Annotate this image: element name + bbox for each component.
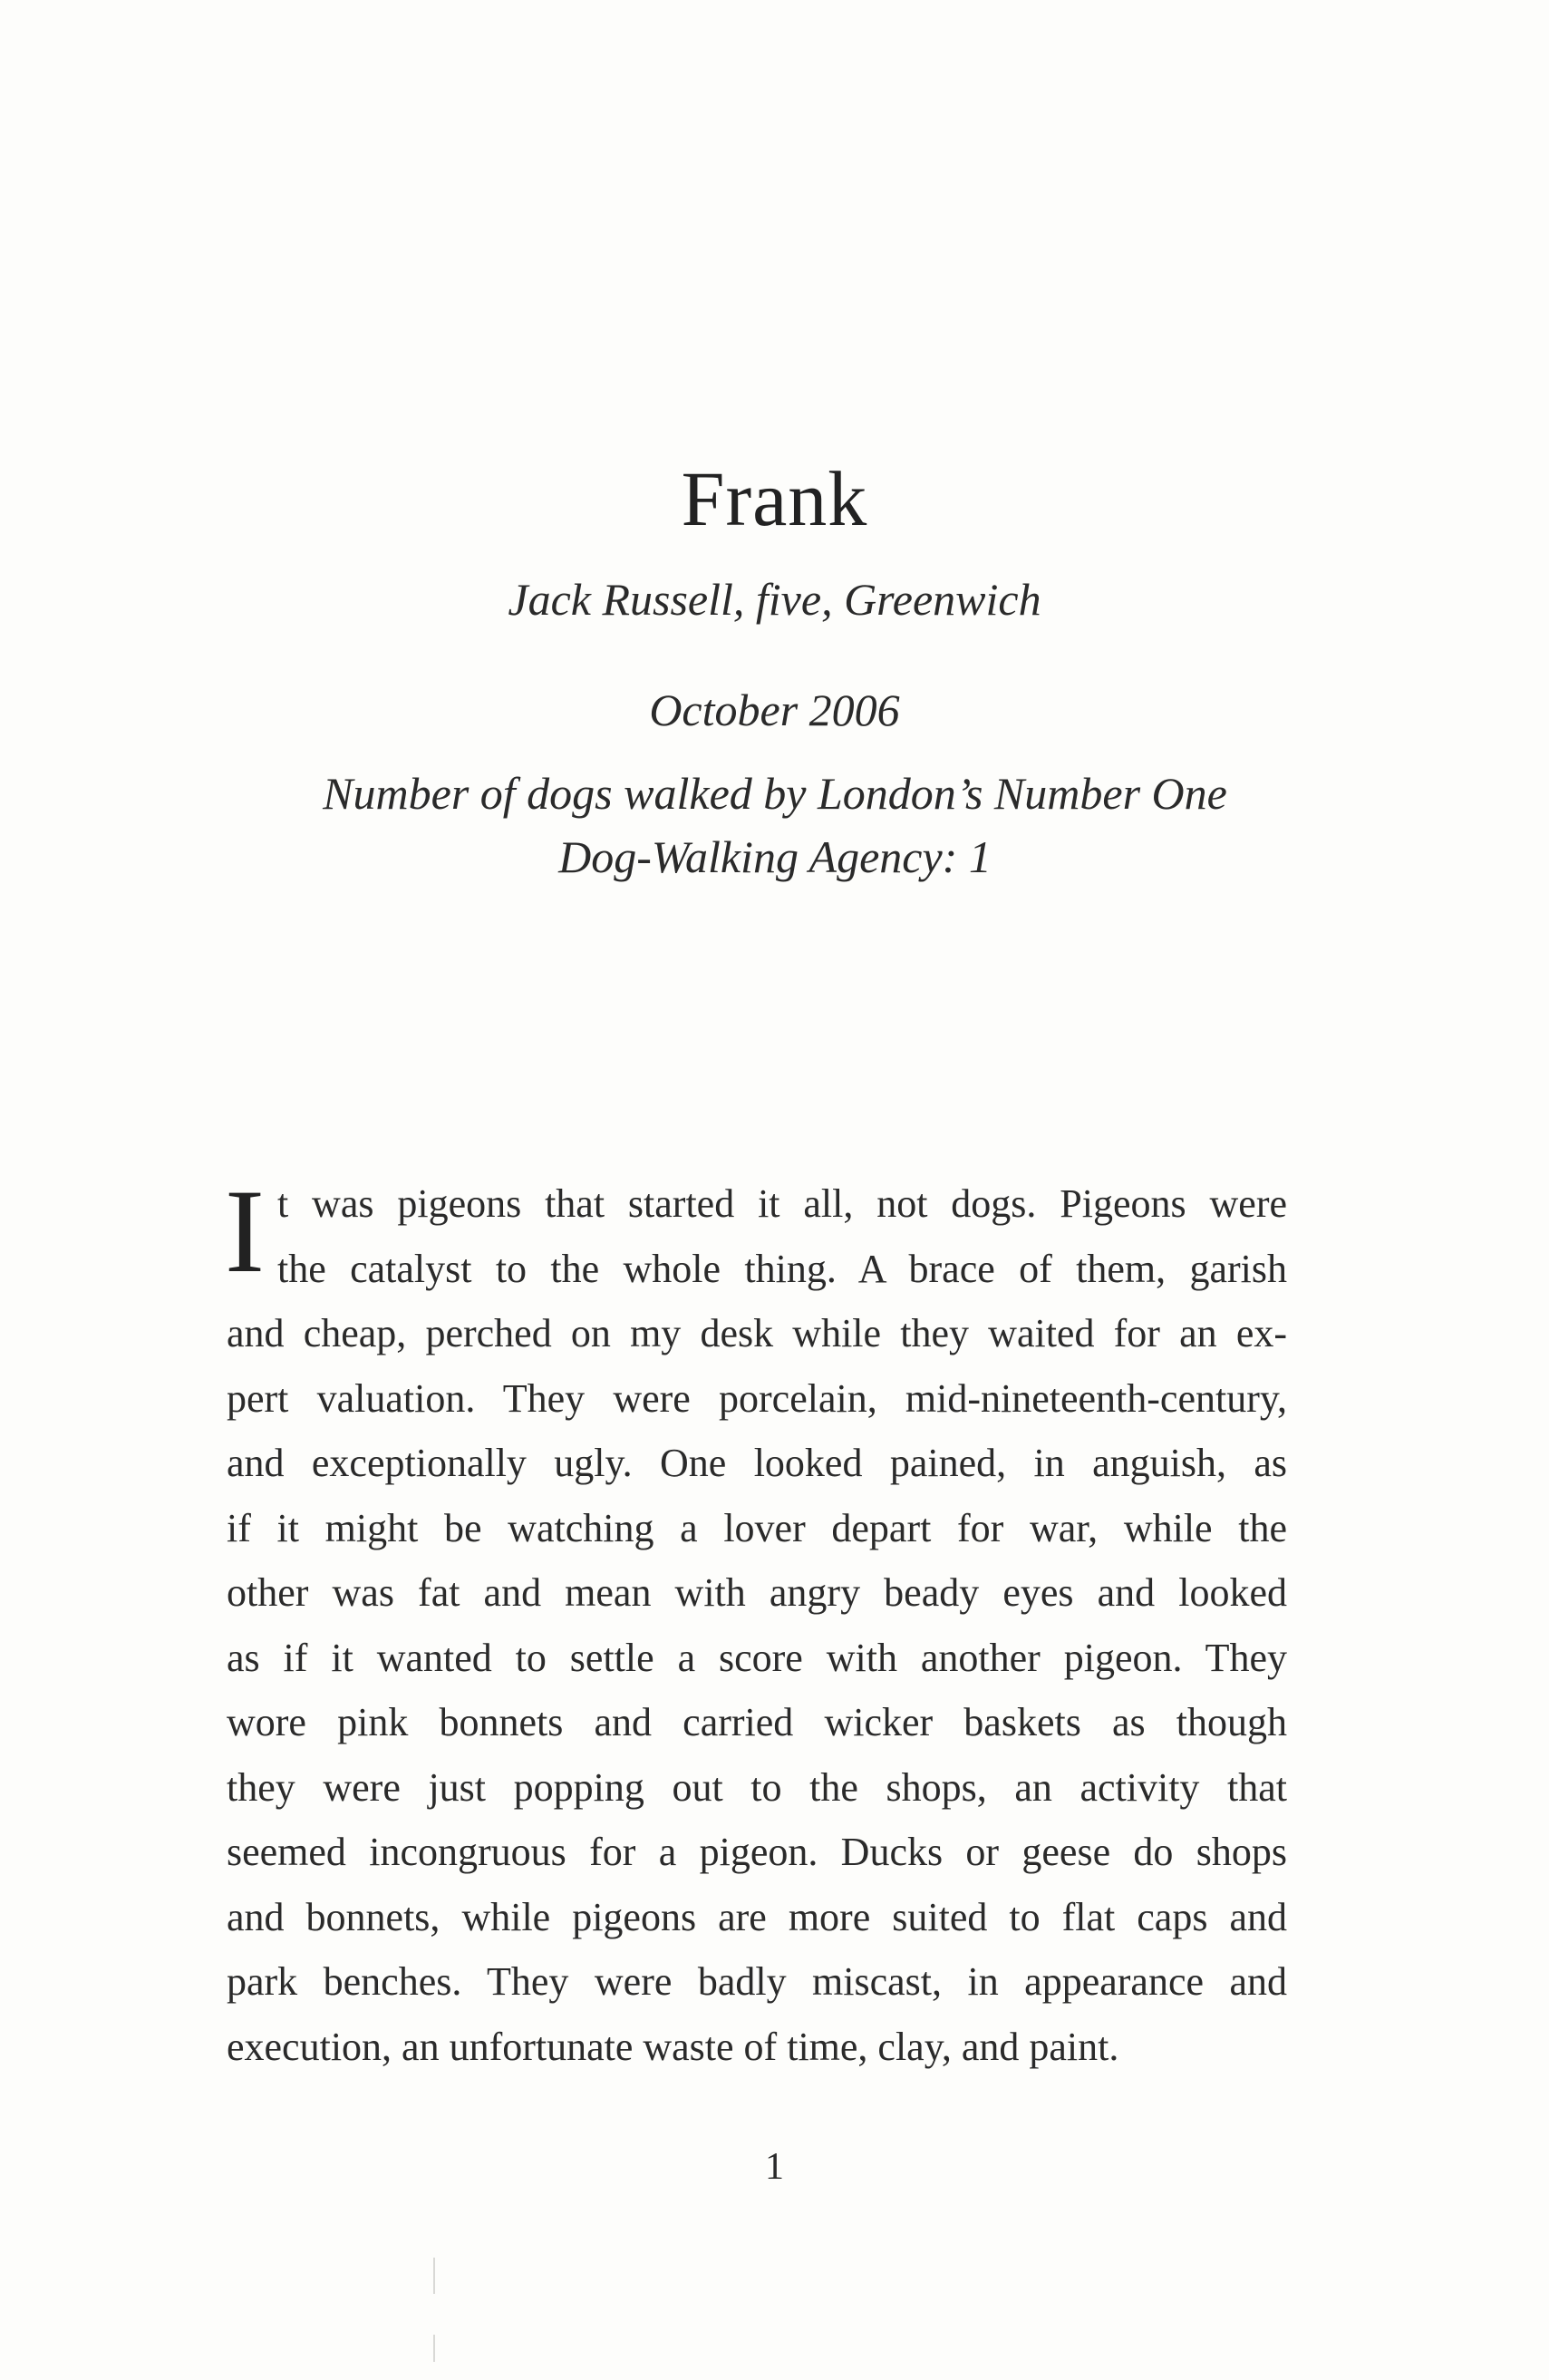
body-line: wore pink bonnets and carried wicker baskets as though (227, 1700, 1287, 1744)
body-line: execution, an unfortunate waste of time, clay, and paint. (227, 2024, 1119, 2069)
body-line: and exceptionally ugly. One looked pained, in anguish, as (227, 1441, 1287, 1485)
dog-count-subtitle (186, 762, 1364, 889)
body-line: seemed incongruous for a pigeon. Ducks or geese do shops (227, 1830, 1287, 1874)
breed-subtitle: Jack Russell, five, Greenwich (508, 574, 1041, 625)
scan-artifact (433, 2258, 435, 2294)
body-line: other was fat and mean with angry beady eyes and looked (227, 1570, 1287, 1615)
date-subtitle: October 2006 (649, 685, 900, 735)
body-line: park benches. They were badly miscast, in appearance and (227, 1959, 1287, 2004)
body-line: if it might be watching a lover depart for war, while the (227, 1505, 1287, 1550)
body-line: as if it wanted to settle a score with another pigeon. They (227, 1635, 1287, 1680)
page-number: 1 (765, 2146, 784, 2188)
body-line: they were just popping out to the shops, an activity that (227, 1764, 1287, 1810)
body-line: pert valuation. They were porcelain, mid-nineteenth-century, (227, 1375, 1287, 1421)
body-paragraph (225, 1164, 1287, 2079)
body-line: t was pigeons that started it all, not dogs. Pigeons were (276, 1181, 1287, 1226)
body-line: the catalyst to the whole thing. A brace of them, garish (276, 1246, 1287, 1291)
chapter-title: Frank (681, 455, 868, 542)
body-line: and bonnets, while pigeons are more suited to flat caps and (227, 1894, 1287, 1939)
scan-artifact (433, 2335, 435, 2362)
drop-cap: I (225, 1164, 265, 1297)
body-line: and cheap, perched on my desk while they waited for an ex- (227, 1311, 1287, 1355)
dog-count-line-2: Dog-Walking Agency: 1 (558, 831, 992, 882)
dog-count-line-1: Number of dogs walked by London’s Number One (323, 768, 1227, 819)
